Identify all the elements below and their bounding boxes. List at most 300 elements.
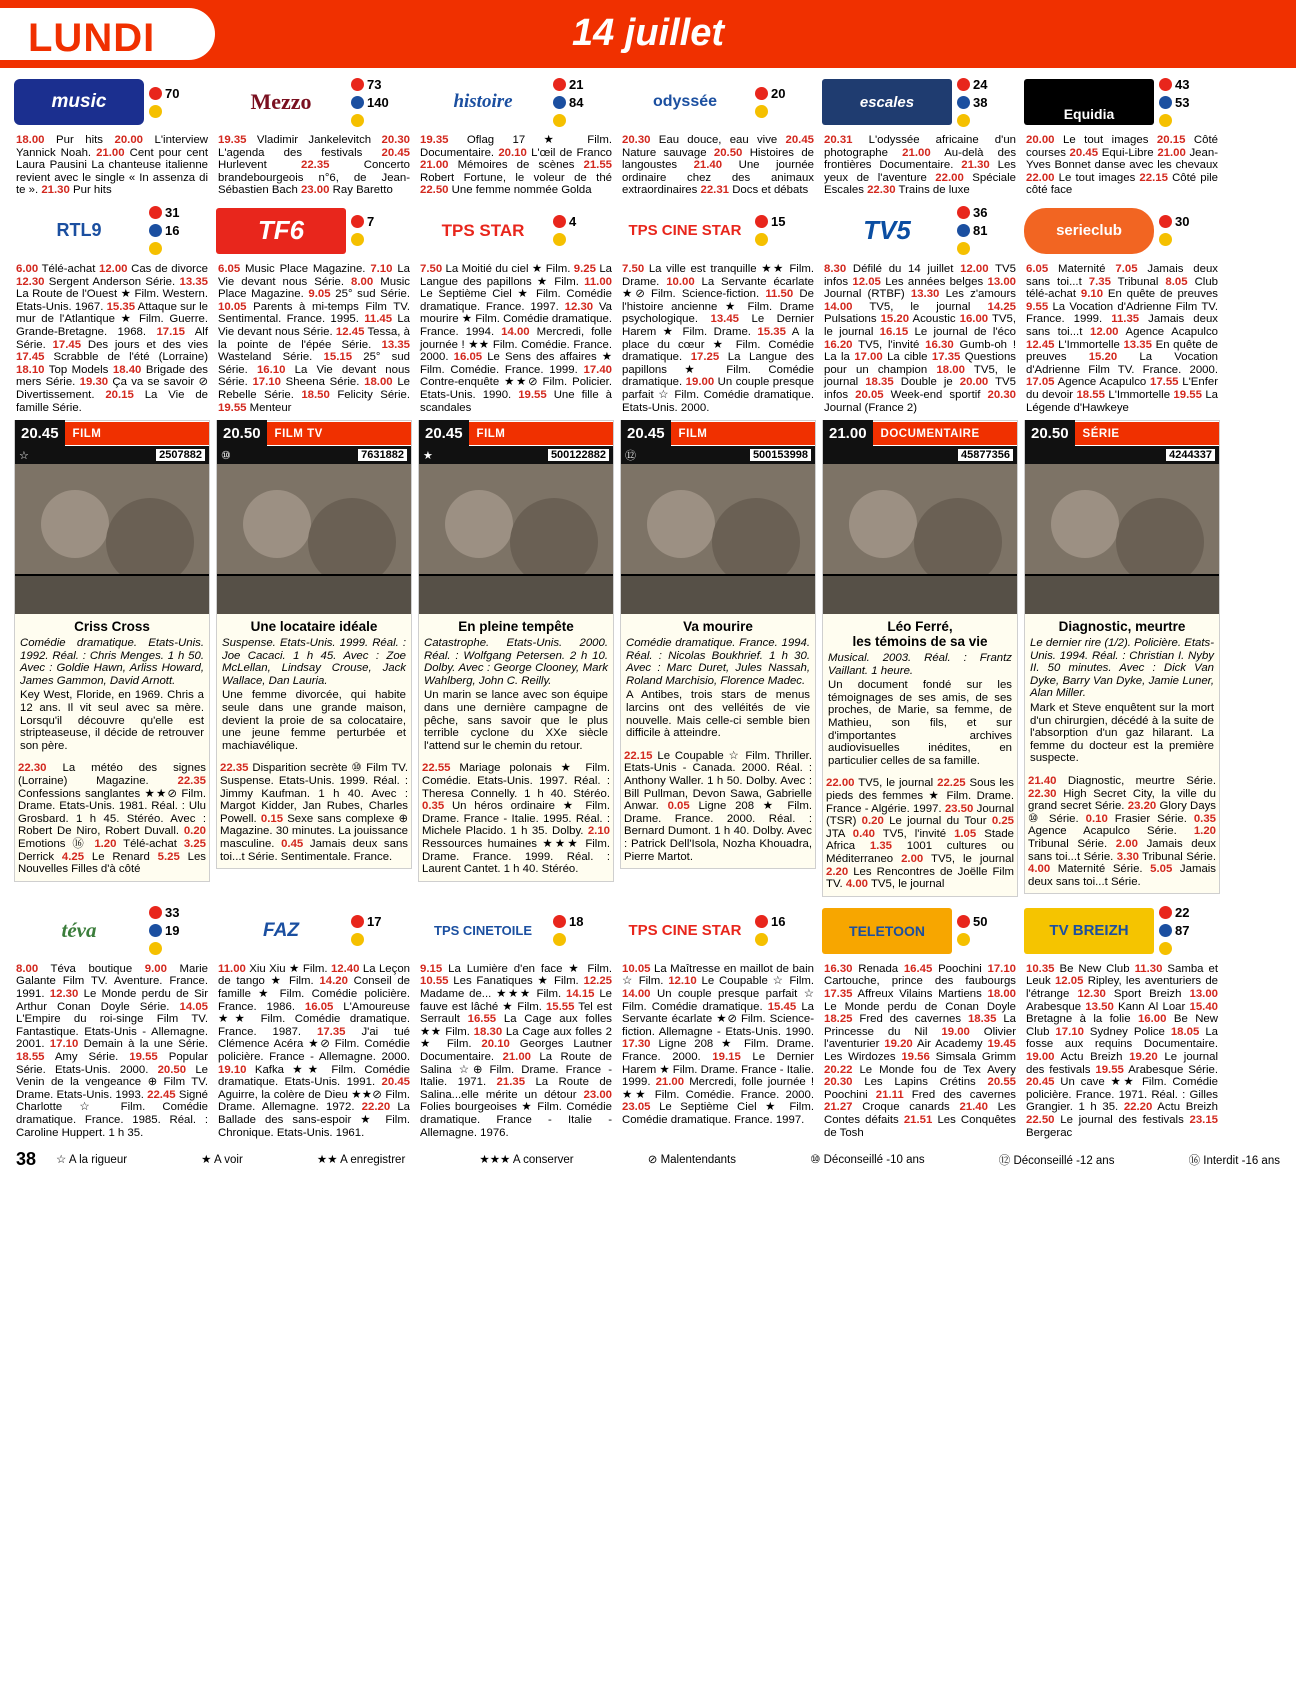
channel-number: [149, 85, 179, 102]
channel-number: [553, 213, 576, 230]
channel-logo-text: Equidia: [1024, 79, 1154, 125]
highlight-coderow: [217, 446, 411, 464]
channel-number-dot-yellow: [351, 114, 364, 127]
highlight-meta: Le dernier rire (1/2). Policière. Etats-Unis. 1994. Réal. : Christian I. Nyby II. 50 minutes. Avec : Dick Van Dyke, Barry Van Dyke, Jamie Luner, Alan Miller.: [1030, 637, 1214, 700]
channel-number: [351, 94, 389, 111]
highlight-card[interactable]: [14, 420, 210, 882]
program-list: 8.30 Défilé du 14 juillet 12.00 TV5 infos 12.05 Les années belges 13.00 Journal (RTBF) 13.30 Les z'amours 14.00 TV5, le journal 14.25 Pulsations 15.20 Acoustic 16.00 TV5, le journal 16.15 Le journal de l'éco 16.20 TV5, l'invité 16.30 Gumb-oh ! La la 17.00 La cible 17.35 Questions pour un champion 18.00 TV5, le journal 18.35 Double je 20.00 TV5 infos 20.05 Week-end sportif 20.30 Journal (France 2): [824, 262, 1017, 414]
day-label: LUNDI: [28, 16, 156, 60]
channel-column: [1024, 897, 1220, 1139]
channel-logo-text: Mezzo: [216, 79, 346, 125]
channel-number-dot: [755, 915, 768, 928]
channel-header[interactable]: [822, 74, 1018, 130]
highlight-time: 20.45: [419, 420, 469, 447]
highlight-following-programs: 22.55 Mariage polonais ★ Film. Comédie. Etats-Unis. 1997. Réal. : Theresa Connelly. 1 h 40. Stéréo. 0.35 Un héros ordinaire ★ Film. Drame. France - Italie. 1995. Réal. : Michele Placido. 1 h 35. Dolby. 2.10 Ressources humaines ★★★ Film. Drame. France. 1999. Réal. : Laurent Cantet. 1 h 40. Stéréo.: [422, 762, 610, 876]
rating-icon: ⑫: [625, 450, 636, 463]
legend-item: ⊘ Malentendants: [647, 1153, 737, 1166]
channel-column: [14, 68, 210, 197]
channel-header[interactable]: [14, 74, 210, 130]
channel-logo-text: escales: [822, 79, 952, 125]
highlight-coderow: [15, 446, 209, 464]
channel-number-dot: [553, 78, 566, 91]
channel-numbers: [755, 913, 785, 948]
program-list: 20.30 Eau douce, eau vive 20.45 Nature sauvage 20.50 Histoires de langoustes 21.40 Une journée ordinaire chez des animaux extraordinaires 22.31 Docs et débats: [622, 134, 814, 197]
photo-placeholder-icon: [217, 464, 411, 614]
photo-placeholder-icon: [419, 464, 613, 614]
highlight-code: 7631882: [358, 449, 407, 461]
channel-number-extra: [149, 940, 179, 957]
channel-number-extra: [149, 240, 179, 257]
channel-number-dot: [755, 215, 768, 228]
channel-column: [822, 197, 1018, 897]
program-list: 10.35 Be New Club 11.30 Samba et Leuk 12.05 Ripley, les aventuriers de l'étrange 12.30 Sport Breizh 13.00 Arabesque 13.50 Kann Al Loar 15.40 Bretagne à la folie 16.00 Be New Club 17.10 Sydney Police 18.05 La fosse aux requins Documentaire. 19.00 Actu Breizh 19.20 Le journal des festivals 19.55 Arabesque Série. 20.45 Un cave ★★ Film. Comédie policière. France. 1971. Réal. : Gilles Grangier. 1 h 35. 22.20 Actu Breizh 22.50 Le journal des festivals 23.15 Bergerac: [1026, 962, 1219, 1139]
channel-number: [1159, 213, 1189, 230]
channel-number-dot-yellow: [957, 933, 970, 946]
highlight-card[interactable]: [1024, 420, 1220, 894]
channel-number-value: 38: [973, 94, 988, 110]
channel-logo[interactable]: [418, 908, 548, 954]
channel-number-dot-yellow: [149, 242, 162, 255]
program-list: 6.00 Télé-achat 12.00 Cas de divorce 12.30 Sergent Anderson Série. 13.35 La Route de l'Ouest ★ Film. Western. Etats-Unis. 1967. 15.35 Attaque sur le mur de l'Atlantique ★ Film. Guerre. Grande-Bretagne. 1968. 17.15 Alf Série. 17.45 Des jours et des vies 17.45 Scrabble de l'été (Lorraine) 18.10 Top Models 18.40 Brigade des mers Série. 19.30 Ça va se savoir ⊘ Divertissement. 20.15 La Vie de famille Série.: [16, 262, 209, 414]
channel-numbers: [1159, 213, 1189, 248]
channel-number-dot: [149, 206, 162, 219]
highlight-code: 45877356: [958, 449, 1013, 461]
legend-item: ⑯ Interdit -16 ans: [1188, 1154, 1280, 1167]
channel-numbers: [351, 76, 389, 129]
photo-placeholder-icon: [621, 464, 815, 614]
channel-logo-text: TELETOON: [822, 908, 952, 954]
channel-number-dot-yellow: [149, 942, 162, 955]
page-number: 38: [16, 1149, 37, 1170]
channel-column: [822, 897, 1018, 1139]
channel-number-extra: [553, 231, 576, 248]
channel-number-value: 87: [1175, 923, 1190, 939]
channel-column: [418, 68, 614, 197]
highlight-photo: [419, 464, 613, 614]
program-list: 19.35 Oflag 17 ★ Film. Documentaire. 20.10 L'œil de Franco 21.00 Mémoires de scènes 21.55 Robert Fortune, le voleur de thé 22.50 Une femme nommée Golda: [420, 134, 612, 197]
channel-number-value: 16: [771, 914, 786, 930]
channel-number-dot-yellow: [1159, 114, 1172, 127]
channel-logo[interactable]: [1024, 908, 1154, 954]
channel-logo[interactable]: [14, 908, 144, 954]
channel-number: [957, 94, 987, 111]
highlight-following-programs: 22.00 TV5, le journal 22.25 Sous les pieds des femmes ★ Film. Drame. France - Algérie. 1997. 23.50 Journal (TSR) 0.20 Le journal du Tour 0.25 JTA 0.40 TV5, l'invité 1.05 Stade Africa 1.35 1001 cultures ou Méditerraneo 2.00 TV5, le journal 2.20 Les Rencontres de Joëlle Film TV. 4.00 TV5, le journal: [826, 777, 1015, 891]
channel-number-value: 19: [165, 923, 180, 939]
channel-logo[interactable]: [822, 79, 952, 125]
channel-number-value: 17: [367, 914, 382, 930]
highlight-code: 500153998: [750, 449, 811, 461]
channel-number-dot: [957, 206, 970, 219]
highlight-code: 500122882: [548, 449, 609, 461]
channel-logo[interactable]: [14, 208, 144, 254]
highlight-body: [1025, 614, 1219, 771]
channel-logo[interactable]: [1024, 208, 1154, 254]
legend-item: ★ A voir: [201, 1153, 243, 1166]
highlight-time: 20.50: [1025, 420, 1075, 447]
channel-number-dot: [1159, 78, 1172, 91]
channel-header[interactable]: [1024, 903, 1220, 959]
channel-numbers: [755, 213, 785, 248]
channel-number-dot-yellow: [553, 933, 566, 946]
channel-logo-text: TV BREIZH: [1024, 908, 1154, 954]
channel-logo[interactable]: [620, 908, 750, 954]
channel-column: [1024, 68, 1220, 197]
channel-number-dot: [957, 224, 970, 237]
channel-numbers: [149, 204, 179, 257]
channel-number-dot: [149, 924, 162, 937]
rating-icon: ☆: [19, 449, 29, 462]
highlight-title: Léo Ferré, les témoins de sa vie: [852, 619, 988, 650]
highlight-photo: [217, 464, 411, 614]
channel-number: [149, 222, 179, 239]
channel-header[interactable]: [1024, 203, 1220, 259]
rating-icon: ★: [423, 449, 433, 462]
highlight-code: 2507882: [156, 449, 205, 461]
channel-number: [755, 913, 785, 930]
program-list: 6.05 Music Place Magazine. 7.10 La Vie devant nous Série. 8.00 Music Place Magazine. 9.05 25° sud Série. 10.05 Parents à mi-temps Film TV. Sentimental. France. 1995. 11.45 La Vie devant nous Série. 12.45 Tessa, à la pointe de l'épée Série. 13.35 Wasteland Série. 15.15 25° sud Série. 16.10 La Vie devant nous Série. 17.10 Sheena Série. 18.00 Le Rebelle Série. 18.50 Felicity Série. 19.55 Menteur: [218, 262, 411, 414]
channel-number-value: 18: [569, 914, 584, 930]
highlight-title: Criss Cross: [74, 619, 150, 635]
highlight-photo: [15, 464, 209, 614]
highlight-photo: [823, 464, 1017, 614]
channel-column: [822, 68, 1018, 197]
channel-band-1: [0, 68, 1296, 197]
channel-number-dot: [149, 224, 162, 237]
highlight-body: [419, 614, 613, 758]
channel-number: [149, 904, 179, 921]
highlight-kind: FILM: [65, 422, 209, 445]
channel-number-dot-yellow: [351, 933, 364, 946]
program-list: 8.00 Téva boutique 9.00 Marie Galante Film TV. Aventure. France. 1991. 12.30 Le Monde perdu de Sir Arthur Conan Doyle Série. 14.05 L'Empire du roi-singe Film TV. Fantastique. Etats-Unis - Allemagne. 2001. 17.10 Demain à la une Série. 18.55 Amy Série. 19.55 Popular Série. Etats-Unis. 2000. 20.50 Le Venin de la vengeance ⊕ Film TV. Drame. Etats-Unis. 1993. 22.45 Signé Charlotte ☆ Film. Comédie dramatique. France. 1985. Réal. : Caroline Huppert. 1 h 35.: [16, 962, 208, 1139]
highlight-following-programs: 22.15 Le Coupable ☆ Film. Thriller. Etats-Unis - Canada. 2000. Réal. : Anthony Waller. 1 h 50. Dolby. Avec : Bill Pullman, Devon Sawa, Gabrielle Anwar. 0.05 Ligne 208 ★ Film. Drame. France. 2000. Réal. : Bernard Dumont. 1 h 40. Dolby. Avec : Patrick Dell'Isola, Nozha Khouadra, Pierre Martot.: [624, 749, 812, 863]
legend-item: ⑫ Déconseillé -12 ans: [998, 1154, 1115, 1167]
channel-number-extra: [1159, 112, 1189, 129]
highlight-header: [419, 421, 613, 446]
channel-numbers: [149, 904, 179, 957]
channel-numbers: [553, 76, 583, 129]
channel-number-value: 4: [569, 214, 577, 230]
channel-number-value: 24: [973, 76, 988, 92]
channel-number-value: 7: [367, 214, 375, 230]
highlight-time: 20.45: [15, 420, 65, 447]
channel-number-extra: [1159, 231, 1189, 248]
channel-logo-text: histoire: [418, 79, 548, 125]
channel-number: [1159, 76, 1189, 93]
channel-logo[interactable]: [216, 79, 346, 125]
channel-logo[interactable]: [822, 908, 952, 954]
channel-logo-text: téva: [14, 908, 144, 954]
channel-header[interactable]: [620, 903, 816, 959]
highlight-header: [823, 421, 1017, 446]
highlight-body: [621, 614, 815, 746]
channel-column: [216, 197, 412, 897]
channel-logo-text: TV5: [822, 208, 952, 254]
page-header: [0, 0, 1296, 68]
channel-number: [1159, 94, 1189, 111]
channel-header[interactable]: [14, 203, 210, 259]
channel-header[interactable]: [418, 903, 614, 959]
highlight-description: Une femme divorcée, qui habite seule dans une grande maison, devient la proie de sa colocataire, une jeune femme perturbée et machiavélique.: [222, 689, 406, 752]
channel-number-dot: [149, 906, 162, 919]
highlight-time: 21.00: [823, 420, 873, 447]
channel-number-dot-yellow: [553, 114, 566, 127]
legend-item: ★★ A enregistrer: [316, 1153, 406, 1166]
channel-number-extra: [351, 231, 374, 248]
channel-number-dot: [351, 78, 364, 91]
channel-logo-text: TF6: [216, 208, 346, 254]
channel-logo[interactable]: [822, 208, 952, 254]
channel-numbers: [957, 204, 987, 257]
channel-number: [351, 76, 389, 93]
photo-placeholder-icon: [1025, 464, 1219, 614]
highlight-following-programs: 22.35 Disparition secrète ⑩ Film TV. Suspense. Etats-Unis. 1999. Réal. : Jimmy Kaufman. 1 h 40. Avec : Margot Kidder, Jan Rubes, Charles Powell. 0.15 Sexe sans complexe ⊕ Magazine. 30 minutes. La jouissance masculine. 0.45 Jamais deux sans toi...t Série. Sentimentale. France.: [220, 762, 408, 863]
channel-number-extra: [755, 931, 785, 948]
channel-logo[interactable]: [620, 79, 750, 125]
channel-column: [14, 897, 210, 1139]
channel-header[interactable]: [620, 203, 816, 259]
channel-column: [418, 897, 614, 1139]
highlight-kind: SÉRIE: [1075, 422, 1219, 445]
channel-number-extra: [1159, 940, 1189, 957]
highlight-header: [15, 421, 209, 446]
channel-number-dot-yellow: [755, 233, 768, 246]
channel-number-dot: [957, 78, 970, 91]
highlight-coderow: [419, 446, 613, 464]
highlight-time: 20.50: [217, 420, 267, 447]
channel-numbers: [553, 913, 583, 948]
channel-number-dot: [755, 87, 768, 100]
channel-number-value: 21: [569, 76, 584, 92]
channel-header[interactable]: [418, 203, 614, 259]
channel-number-dot: [553, 215, 566, 228]
channel-number: [351, 213, 374, 230]
highlight-meta: Catastrophe. Etats-Unis. 2000. Réal. : Wolfgang Petersen. 2 h 10. Dolby. Avec : George Clooney, Mark Wahlberg, John C. Reilly.: [424, 637, 608, 687]
channel-logo[interactable]: [1024, 79, 1154, 125]
channel-number-dot: [149, 87, 162, 100]
channel-number-extra: [957, 240, 987, 257]
channel-numbers: [553, 213, 576, 248]
channel-logo[interactable]: [216, 208, 346, 254]
channel-logo-text: music: [14, 79, 144, 125]
channel-number-dot-yellow: [1159, 942, 1172, 955]
program-list: 19.35 Vladimir Jankelevitch 20.30 L'agenda des festivals 20.45 Hurlevent 22.35 Concerto brandebourgeois n°6, de Jean-Sébastien Bach 23.00 Ray Baretto: [218, 134, 411, 197]
channel-logo-text: odyssée: [620, 79, 750, 125]
channel-number: [957, 204, 987, 221]
highlight-body: [217, 614, 411, 758]
page-footer: [0, 1139, 1296, 1184]
channel-logo[interactable]: [620, 208, 750, 254]
channel-numbers: [957, 913, 987, 948]
channel-header[interactable]: [14, 903, 210, 959]
channel-header[interactable]: [216, 203, 412, 259]
program-list: 10.05 La Maîtresse en maillot de bain ☆ Film. 12.10 Le Coupable ☆ Film. 14.00 Un couple presque parfait ☆ Film. Comédie dramatique. 15.45 La Servante écarlate ★⊘ Film. Science-fiction. Allemagne - Etats-Unis. 1990. 17.30 Ligne 208 ★ Film. Drame. France. 2000. 19.15 Le Dernier Harem ★ Film. Drame. France - Italie. 1999. 21.00 Mercredi, folle journée ! ★★ Film. Comédie. France. 2000. 23.05 Le Septième Ciel ★ Film. Comédie dramatique. France. 1997.: [622, 962, 815, 1126]
channel-number-dot-yellow: [351, 233, 364, 246]
photo-placeholder-icon: [15, 464, 209, 614]
legend-item: ⑩ Déconseillé -10 ans: [810, 1153, 925, 1166]
highlight-code: 4244337: [1166, 449, 1215, 461]
highlight-title: Une locataire idéale: [250, 619, 378, 635]
channel-number-dot-yellow: [149, 105, 162, 118]
channel-number: [351, 913, 381, 930]
channel-number-dot: [957, 915, 970, 928]
highlight-kind: FILM TV: [267, 422, 411, 445]
channel-number-value: 16: [165, 223, 180, 239]
channel-numbers: [755, 85, 785, 120]
highlight-meta: Comédie dramatique. France. 1994. Réal. : Nicolas Boukhrief. 1 h 30. Avec : Marc Duret, Jules Nassah, Roland Marchisio, Florence Madec.: [626, 637, 810, 687]
channel-numbers: [351, 913, 381, 948]
channel-number: [553, 913, 583, 930]
highlight-header: [217, 421, 411, 446]
channel-number: [149, 922, 179, 939]
highlight-coderow: [621, 446, 815, 464]
channel-logo-text: RTL9: [14, 208, 144, 254]
legend: [56, 1152, 1280, 1168]
channel-number-value: 15: [771, 214, 786, 230]
channel-number-dot: [1159, 215, 1172, 228]
highlight-body: [15, 614, 209, 758]
highlight-description: Key West, Floride, en 1969. Chris a 12 ans. Il vit seul avec sa mère. Lorsqu'il découvre qu'elle est stripteaseuse, il décide de retrouver son père.: [20, 689, 204, 752]
channel-number-value: 43: [1175, 76, 1190, 92]
channel-column: [216, 897, 412, 1139]
program-list: 11.00 Xiu Xiu ★ Film. 12.40 La Leçon de tango ★ Film. 14.20 Conseil de famille ★ Film. Comédie policière. France. 1986. 16.05 L'Amoureuse ★★ Film. Comédie dramatique. France. 1987. 17.35 J'ai tué Clémence Acéra ★⊘ Film. Comédie policière. France - Allemagne. 2000. 19.10 Kafka ★★ Film. Comédie dramatique. Etats-Unis. 1991. 20.45 Aguirre, la colère de Dieu ★★⊘ Film. Drame. Allemagne. 1972. 22.20 La Ballade des sans-espoir ★ Film. Chronique. Etats-Unis. 1961.: [218, 962, 411, 1139]
channel-number-extra: [351, 931, 381, 948]
channel-number-dot: [351, 915, 364, 928]
highlight-header: [621, 421, 815, 446]
channel-number: [553, 94, 583, 111]
channel-numbers: [1159, 76, 1189, 129]
channel-header[interactable]: [822, 903, 1018, 959]
highlight-coderow: [1025, 446, 1219, 464]
channel-numbers: [351, 213, 374, 248]
channel-number-dot: [553, 96, 566, 109]
channel-number-value: 33: [165, 905, 180, 921]
channel-number-dot-yellow: [755, 933, 768, 946]
channel-numbers: [957, 76, 987, 129]
highlight-title: En pleine tempête: [458, 619, 574, 635]
highlight-description: Un document fondé sur les témoignages de ses amis, de ses proches, de Marie, sa femme, de Mathieu, son fils, et sur d'importantes archives audiovisuelles inédites, en particulier celles de sa famille.: [828, 679, 1012, 767]
channel-number-dot-yellow: [755, 105, 768, 118]
channel-logo-text: serieclub: [1024, 208, 1154, 254]
channel-number-dot-yellow: [553, 233, 566, 246]
highlight-card[interactable]: [620, 420, 816, 869]
channel-number-dot: [1159, 906, 1172, 919]
channel-header[interactable]: [216, 903, 412, 959]
channel-number-value: 73: [367, 76, 382, 92]
highlight-following-programs: 21.40 Diagnostic, meurtre Série. 22.30 High Secret City, la ville du grand secret Série. 23.20 Glory Days ⑩ Série. 0.10 Frasier Série. 0.35 Agence Acapulco Série. 1.20 Tribunal Série. 2.00 Jamais deux sans toi...t Série. 3.30 Tribunal Série. 4.00 Maternité Série. 5.05 Jamais deux sans toi...t Série.: [1028, 775, 1217, 888]
highlight-card[interactable]: [418, 420, 614, 882]
highlight-kind: FILM: [469, 422, 613, 445]
highlight-title: Diagnostic, meurtre: [1058, 619, 1186, 635]
channel-number: [957, 76, 987, 93]
channel-number-value: 84: [569, 94, 584, 110]
channel-number-dot: [553, 915, 566, 928]
channel-column: [620, 197, 816, 897]
highlight-card[interactable]: [216, 420, 412, 869]
channel-number: [149, 204, 179, 221]
channel-number-extra: [957, 112, 987, 129]
channel-number: [755, 85, 785, 102]
channel-number-value: 22: [1175, 905, 1190, 921]
program-list: 7.50 La ville est tranquille ★★ Film. Drame. 10.00 La Servante écarlate ★⊘ Film. Science-fiction. 11.50 De l'histoire ancienne ★ Film. Drame psychologique. 13.45 Le Dernier Harem ★ Film. Drame. 15.35 A la place du cœur ★ Film. Comédie dramatique. 17.25 La Langue des papillons ★ Film. Comédie dramatique. 19.00 Un couple presque parfait ☆ Film. Comédie dramatique. Etats-Unis. 2000.: [622, 262, 814, 414]
channel-logo[interactable]: [418, 79, 548, 125]
channel-header[interactable]: [418, 74, 614, 130]
channel-number: [957, 222, 987, 239]
channel-number-dot: [1159, 96, 1172, 109]
channel-column: [216, 68, 412, 197]
channel-number-value: 20: [771, 85, 786, 101]
highlight-header: [1025, 421, 1219, 446]
channel-numbers: [149, 85, 179, 120]
highlight-meta: Suspense. Etats-Unis. 1999. Réal. : Joe Cacaci. 1 h 45. Avec : Zoe McLellan, Lindsay Crouse, Jack Wallace, Dan Lauria.: [222, 637, 406, 687]
channel-number-value: 140: [367, 94, 389, 110]
highlight-meta: Comédie dramatique. Etats-Unis. 1992. Réal. : Chris Menges. 1 h 50. Avec : Goldie Hawn, Arliss Howard, James Gammon, David Arnott.: [20, 637, 204, 687]
channel-header[interactable]: [620, 74, 816, 130]
channel-logo[interactable]: [14, 79, 144, 125]
channel-numbers: [1159, 904, 1189, 957]
channel-number-dot-yellow: [1159, 233, 1172, 246]
highlight-following-programs: 22.30 La météo des signes (Lorraine) Magazine. 22.35 Confessions sanglantes ★★⊘ Film. Drame. Etats-Unis. 1981. Réal. : Ulu Grosbard. 1 h 45. Stéréo. Avec : Robert De Niro, Robert Duvall. 0.20 Emotions ⑯ 1.20 Télé-achat 3.25 Derrick 4.25 Le Renard 5.25 Les Nouvelles Filles d'à côté: [18, 762, 206, 876]
channel-number-extra: [553, 112, 583, 129]
channel-number-dot: [351, 96, 364, 109]
channel-logo-text: FAZ: [216, 908, 346, 954]
channel-header[interactable]: [216, 74, 412, 130]
program-list: 20.00 Le tout images 20.15 Côté courses 20.45 Equi-Libre 21.00 Jean-Yves Bonnet danse avec les chevaux 22.00 Le tout images 22.15 Côté pile côté face: [1026, 134, 1218, 197]
highlight-card[interactable]: [822, 420, 1018, 897]
highlight-description: Mark et Steve enquêtent sur la mort d'un chirurgien, décédé à la suite de l'absorption d'un gaz hilarant. La femme du docteur est la première suspecte.: [1030, 702, 1214, 765]
highlight-meta: Musical. 2003. Réal. : Frantz Vaillant. 1 heure.: [828, 652, 1012, 677]
channel-column: [14, 197, 210, 897]
highlight-kind: DOCUMENTAIRE: [873, 422, 1017, 445]
channel-band-2: [0, 197, 1296, 897]
highlight-title: Va mourire: [683, 619, 753, 635]
channel-number: [1159, 922, 1189, 939]
channel-logo-text: TPS CINETOILE: [418, 908, 548, 954]
channel-logo-text: TPS CINE STAR: [620, 908, 750, 954]
highlight-body: [823, 614, 1017, 773]
channel-column: [620, 897, 816, 1139]
channel-number-value: 70: [165, 85, 180, 101]
rating-icon: ⑩: [221, 449, 231, 462]
channel-logo[interactable]: [418, 208, 548, 254]
channel-number-value: 30: [1175, 214, 1190, 230]
channel-number: [957, 913, 987, 930]
date-label: 14 juillet: [571, 12, 725, 54]
channel-number-dot: [957, 96, 970, 109]
highlight-description: Un marin se lance avec son équipe dans une dernière campagne de pêche, sans savoir que le plus terrible cyclone du XXe siècle l'attend sur le chemin du retour.: [424, 689, 608, 752]
highlight-time: 20.45: [621, 420, 671, 447]
program-list: 6.05 Maternité 7.05 Jamais deux sans toi...t 7.35 Tribunal 8.05 Club télé-achat 9.10 En quête de preuves 9.55 La Vocation d'Adrienne Film TV. France. 1999. 11.35 Jamais deux sans toi...t 12.00 Agence Acapulco 12.45 L'Immortelle 13.35 En quête de preuves 15.20 La Vocation d'Adrienne Film TV. France. 2000. 17.05 Agence Acapulco 17.55 L'Enfer du devoir 18.55 L'Immortelle 19.55 La Légende d'Hawkeye: [1026, 262, 1219, 414]
channel-number-value: 53: [1175, 94, 1190, 110]
channel-band-3: [0, 897, 1296, 1139]
channel-header[interactable]: [822, 203, 1018, 259]
channel-column: [620, 68, 816, 197]
channel-number-extra: [149, 103, 179, 120]
program-list: 18.00 Pur hits 20.00 L'interview Yannick Noah. 21.00 Cent pour cent Laura Pausini La chanteuse italienne revient avec le single « In assenza di te ». 21.30 Pur hits: [16, 134, 208, 197]
channel-header[interactable]: [1024, 74, 1220, 130]
channel-number-extra: [755, 231, 785, 248]
highlight-coderow: [823, 446, 1017, 464]
channel-number-extra: [553, 931, 583, 948]
channel-number-dot-yellow: [957, 114, 970, 127]
photo-placeholder-icon: [823, 464, 1017, 614]
channel-number-value: 50: [973, 914, 988, 930]
channel-logo-text: TPS STAR: [418, 208, 548, 254]
channel-number-value: 36: [973, 205, 988, 221]
program-list: 7.50 La Moitié du ciel ★ Film. 9.25 La Langue des papillons ★ Film. 11.00 Le Septième Ciel ★ Film. Comédie dramatique. France. 1997. 12.30 Va mourire ★ Film. Comédie dramatique. France. 1994. 14.00 Mercredi, folle journée ! ★★ Film. Comédie. France. 2000. 16.05 Le Sens des affaires ★ Film. Comédie. France. 1999. 17.40 Contre-enquête ★★⊘ Film. Policier. Etats-Unis. 1990. 19.55 Une fille à scandales: [420, 262, 613, 414]
channel-number-dot: [351, 215, 364, 228]
channel-logo[interactable]: [216, 908, 346, 954]
highlight-photo: [1025, 464, 1219, 614]
